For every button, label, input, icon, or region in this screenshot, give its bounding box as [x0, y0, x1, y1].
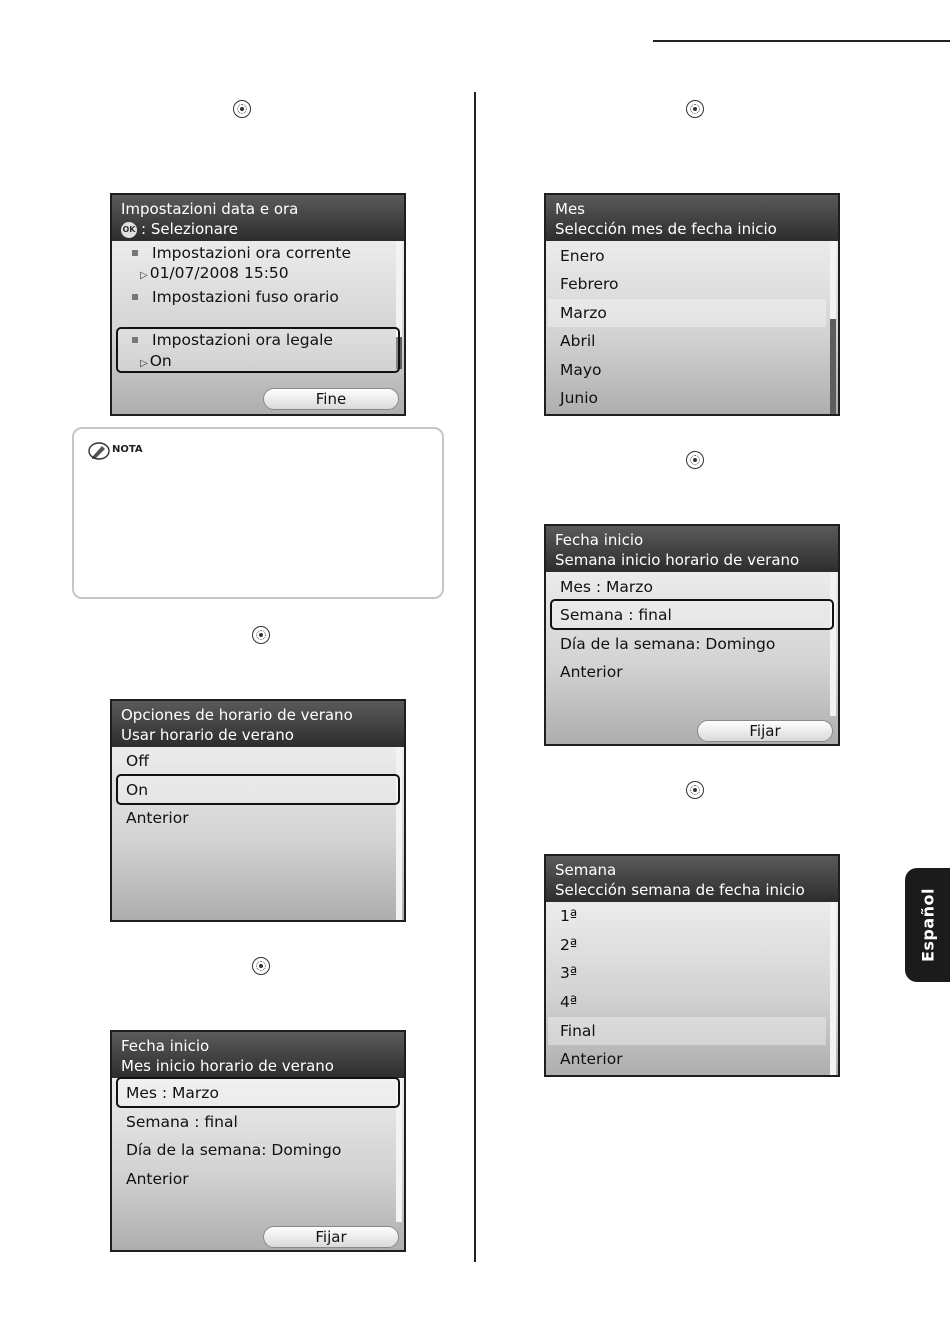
- list-item-month[interactable]: Mes : Marzo: [126, 1084, 219, 1102]
- list-item-week[interactable]: Semana : final: [560, 606, 672, 624]
- screen-body: [546, 902, 838, 1075]
- ok-key-icon: OK: [121, 222, 137, 238]
- screen-body: [546, 241, 838, 414]
- language-label: Español: [918, 887, 937, 963]
- list-item-month[interactable]: Abril: [560, 332, 596, 350]
- fijar-button[interactable]: Fijar: [697, 720, 833, 742]
- screen-header: [112, 195, 404, 241]
- scrollbar[interactable]: [396, 747, 402, 920]
- joystick-icon: [233, 100, 251, 118]
- list-item-month[interactable]: Mayo: [560, 361, 602, 379]
- list-item-anterior[interactable]: Anterior: [126, 809, 189, 827]
- list-item-week-selected[interactable]: Final: [548, 1017, 826, 1045]
- daylight-saving-status: On: [149, 352, 172, 370]
- item-label: Impostazioni fuso orario: [152, 288, 339, 306]
- date-time-value: 01/07/2008 15:50: [149, 264, 289, 282]
- screen-body: [112, 241, 404, 414]
- screen-week-selection: [544, 854, 840, 1077]
- daylight-saving-value: [140, 350, 392, 372]
- list-item-week[interactable]: 2ª: [560, 936, 578, 954]
- screen-title: Semana: [555, 861, 617, 879]
- joystick-icon: [252, 957, 270, 975]
- list-item-week[interactable]: 1ª: [560, 907, 578, 925]
- screen-header: [112, 1032, 404, 1078]
- scrollbar[interactable]: [830, 902, 836, 1075]
- screen-title: Impostazioni data e ora: [121, 200, 299, 218]
- screen-subtitle: Usar horario de verano: [121, 726, 294, 744]
- screen-subtitle: Selección semana de fecha inicio: [555, 881, 805, 899]
- screen-subtitle: Semana inicio horario de verano: [555, 551, 800, 569]
- screen-dst-options: [110, 699, 406, 922]
- screen-subtitle: [121, 219, 395, 239]
- list-item-current-time[interactable]: [128, 241, 392, 263]
- current-time-value: [140, 262, 392, 284]
- header-rule: [653, 40, 950, 42]
- list-item-anterior[interactable]: Anterior: [560, 1050, 623, 1068]
- list-item-time-zone[interactable]: [128, 285, 392, 309]
- screen-start-date-week: [544, 524, 840, 746]
- list-item-month[interactable]: Mes : Marzo: [560, 578, 653, 596]
- list-item-anterior[interactable]: Anterior: [560, 663, 623, 681]
- list-item-month[interactable]: Junio: [560, 389, 599, 407]
- joystick-icon: [686, 100, 704, 118]
- screen-title: Mes: [555, 200, 585, 218]
- screen-subtitle: Mes inicio horario de verano: [121, 1057, 334, 1075]
- scrollbar[interactable]: [830, 572, 836, 716]
- screen-month-selection: [544, 193, 840, 416]
- note-box: [72, 427, 444, 599]
- list-item-week[interactable]: 4ª: [560, 993, 578, 1011]
- list-item-on[interactable]: On: [126, 781, 149, 799]
- triangle-icon: ▷: [140, 270, 148, 281]
- language-tab: [905, 868, 950, 982]
- joystick-icon: [686, 451, 704, 469]
- screen-subtitle: Selección mes de fecha inicio: [555, 220, 777, 238]
- column-divider: [474, 92, 476, 1262]
- note-label: NOTA: [112, 444, 143, 455]
- list-item-weekday[interactable]: Día de la semana: Domingo: [560, 635, 776, 653]
- screen-title: Opciones de horario de verano: [121, 706, 353, 724]
- screen-title: Fecha inicio: [555, 531, 644, 549]
- screen-body: [112, 1078, 404, 1250]
- screen-date-time-settings: [110, 193, 406, 416]
- screen-body: [112, 747, 404, 920]
- select-instruction: : Selezionare: [141, 220, 238, 238]
- list-item-daylight-saving[interactable]: [128, 329, 392, 351]
- screen-header: [546, 526, 838, 572]
- fijar-button[interactable]: Fijar: [263, 1226, 399, 1248]
- joystick-icon: [686, 781, 704, 799]
- item-label: Impostazioni ora legale: [152, 331, 333, 349]
- list-item-month[interactable]: Febrero: [560, 275, 619, 293]
- screen-start-date-month: [110, 1030, 406, 1252]
- list-item-anterior[interactable]: Anterior: [126, 1170, 189, 1188]
- pencil-icon: [88, 442, 110, 460]
- triangle-icon: ▷: [140, 358, 148, 369]
- screen-body: [546, 572, 838, 744]
- screen-header: [546, 856, 838, 902]
- bullet-icon: [132, 294, 138, 300]
- bullet-icon: [132, 337, 138, 343]
- fine-button[interactable]: Fine: [263, 388, 399, 410]
- list-item-week[interactable]: Semana : final: [126, 1113, 238, 1131]
- list-item-month[interactable]: Enero: [560, 247, 605, 265]
- screen-header: [112, 701, 404, 747]
- joystick-icon: [252, 626, 270, 644]
- screen-header: [546, 195, 838, 241]
- bullet-icon: [132, 250, 138, 256]
- item-label: Impostazioni ora corrente: [152, 244, 352, 262]
- list-item-month-selected[interactable]: Marzo: [548, 299, 826, 327]
- screen-title: Fecha inicio: [121, 1037, 210, 1055]
- list-item-off[interactable]: Off: [126, 752, 149, 770]
- list-item-weekday[interactable]: Día de la semana: Domingo: [126, 1141, 342, 1159]
- scroll-thumb[interactable]: [830, 319, 836, 414]
- scrollbar[interactable]: [830, 241, 836, 414]
- list-item-week[interactable]: 3ª: [560, 964, 578, 982]
